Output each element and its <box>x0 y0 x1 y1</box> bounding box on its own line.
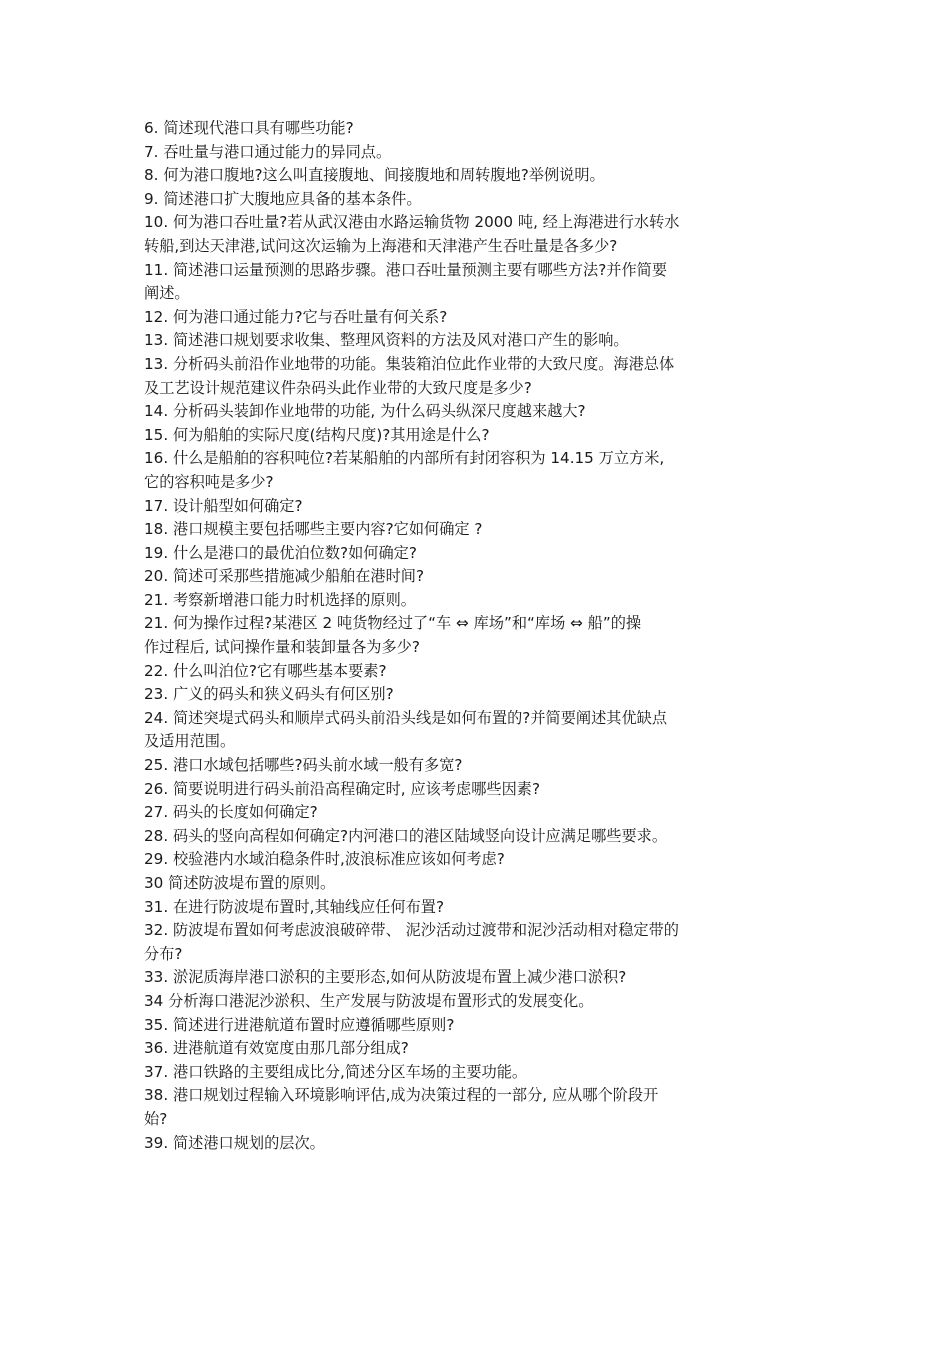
question-line: 14. 分析码头装卸作业地带的功能, 为什么码头纵深尺度越来越大? <box>144 402 586 421</box>
question-item <box>144 801 814 825</box>
question-line: 及工艺设计规范建议件杂码头此作业带的大致尺度是多少? <box>144 378 532 397</box>
question-line: 作过程后, 试问操作量和装卸量各为多少? <box>144 638 420 657</box>
question-line: 28. 码头的竖向高程如何确定?内河港口的港区陆域竖向设计应满足哪些要求。 <box>144 826 668 845</box>
question-line: 8. 何为港口腹地?这么叫直接腹地、间接腹地和周转腹地?举例说明。 <box>144 166 605 185</box>
question-line: 21. 何为操作过程?某港区 2 吨货物经过了“车 ⇔ 库场”和“库场 ⇔ 船”的操 <box>144 614 642 633</box>
question-item <box>144 495 814 519</box>
question-item <box>144 353 814 400</box>
question-line: 39. 简述港口规划的层次。 <box>144 1133 325 1152</box>
question-line: 24. 简述突堤式码头和顺岸式码头前沿头线是如何布置的?并简要阐述其优缺点 <box>144 708 668 727</box>
question-line: 13. 分析码头前沿作业地带的功能。集装箱泊位此作业带的大致尺度。海港总体 <box>144 354 675 373</box>
question-line: 38. 港口规划过程输入环境影响评估,成为决策过程的一部分, 应从哪个阶段开 <box>144 1086 659 1105</box>
question-line: 9. 简述港口扩大腹地应具备的基本条件。 <box>144 189 422 208</box>
question-line: 转船,到达天津港,试问这次运输为上海港和天津港产生吞吐量是各多少? <box>144 236 618 255</box>
question-line: 11. 简述港口运量预测的思路步骤。港口吞吐量预测主要有哪些方法?并作简要 <box>144 260 668 279</box>
question-item <box>144 306 814 330</box>
question-line: 27. 码头的长度如何确定? <box>144 803 318 822</box>
question-item <box>144 966 814 990</box>
question-line: 6. 简述现代港口具有哪些功能? <box>144 119 354 137</box>
question-item <box>144 447 814 494</box>
question-line: 32. 防波堤布置如何考虑波浪破碎带、 泥沙活动过渡带和泥沙活动相对稳定带的 <box>144 921 679 940</box>
question-item <box>144 1132 814 1156</box>
question-line: 及适用范围。 <box>144 732 236 751</box>
question-line: 23. 广义的码头和狭义码头有何区别? <box>144 685 394 704</box>
question-line: 15. 何为船舶的实际尺度(结构尺度)?其用途是什么? <box>144 425 490 444</box>
question-line: 21. 考察新增港口能力时机选择的原则。 <box>144 590 416 609</box>
question-item <box>144 1084 814 1131</box>
question-line: 始? <box>144 1109 168 1128</box>
question-item <box>144 542 814 566</box>
question-line: 37. 港口铁路的主要组成比分,简述分区车场的主要功能。 <box>144 1062 528 1081</box>
question-line: 分布? <box>144 944 183 963</box>
question-item <box>144 164 814 188</box>
question-item <box>144 141 814 165</box>
question-item <box>144 990 814 1014</box>
question-line: 29. 校验港内水域泊稳条件时,波浪标准应该如何考虑? <box>144 850 505 869</box>
question-item <box>144 919 814 966</box>
question-line: 35. 简述进行进港航道布置时应遵循哪些原则? <box>144 1015 455 1034</box>
question-item <box>144 424 814 448</box>
question-item <box>144 707 814 754</box>
question-item <box>144 1014 814 1038</box>
question-item <box>144 660 814 684</box>
question-line: 17. 设计船型如何确定? <box>144 496 303 515</box>
question-line: 18. 港口规模主要包括哪些主要内容?它如何确定 ? <box>144 520 483 539</box>
question-line: 33. 淤泥质海岸港口淤积的主要形态,如何从防波堤布置上减少港口淤积? <box>144 968 627 987</box>
question-line: 22. 什么叫泊位?它有哪些基本要素? <box>144 661 387 680</box>
question-item <box>144 825 814 849</box>
question-list <box>144 117 814 1155</box>
question-item <box>144 872 814 896</box>
question-item <box>144 188 814 212</box>
question-line: 10. 何为港口吞吐量?若从武汉港由水路运输货物 2000 吨, 经上海港进行水转水 <box>144 213 680 232</box>
question-item <box>144 259 814 306</box>
question-item <box>144 400 814 424</box>
question-item <box>144 848 814 872</box>
question-line: 7. 吞吐量与港口通过能力的异同点。 <box>144 142 392 161</box>
question-item <box>144 117 814 141</box>
question-item <box>144 518 814 542</box>
question-item <box>144 329 814 353</box>
question-line: 16. 什么是船舶的容积吨位?若某船舶的内部所有封闭容积为 14.15 万立方米, <box>144 449 665 468</box>
question-item <box>144 589 814 613</box>
question-line: 25. 港口水域包括哪些?码头前水域一般有多宽? <box>144 756 463 775</box>
question-line: 20. 简述可采那些措施减少船舶在港时间? <box>144 567 425 586</box>
question-item <box>144 565 814 589</box>
question-line: 36. 进港航道有效宽度由那几部分组成? <box>144 1039 409 1058</box>
question-line: 它的容积吨是多少? <box>144 472 274 491</box>
question-line: 12. 何为港口通过能力?它与吞吐量有何关系? <box>144 307 448 326</box>
question-item <box>144 778 814 802</box>
question-line: 26. 简要说明进行码头前沿高程确定时, 应该考虑哪些因素? <box>144 779 541 798</box>
question-line: 13. 简述港口规划要求收集、整理风资料的方法及风对港口产生的影响。 <box>144 331 629 350</box>
question-line: 阐述。 <box>144 284 190 303</box>
question-item <box>144 896 814 920</box>
question-item <box>144 612 814 659</box>
question-item <box>144 211 814 258</box>
question-line: 19. 什么是港口的最优泊位数?如何确定? <box>144 543 417 562</box>
question-line: 34 分析海口港泥沙淤积、生产发展与防波堤布置形式的发展变化。 <box>144 991 594 1010</box>
question-item <box>144 1037 814 1061</box>
question-item <box>144 754 814 778</box>
question-item <box>144 1061 814 1085</box>
question-line: 30 简述防波堤布置的原则。 <box>144 874 336 892</box>
question-item <box>144 683 814 707</box>
question-line: 31. 在进行防波堤布置时,其轴线应任何布置? <box>144 897 445 916</box>
